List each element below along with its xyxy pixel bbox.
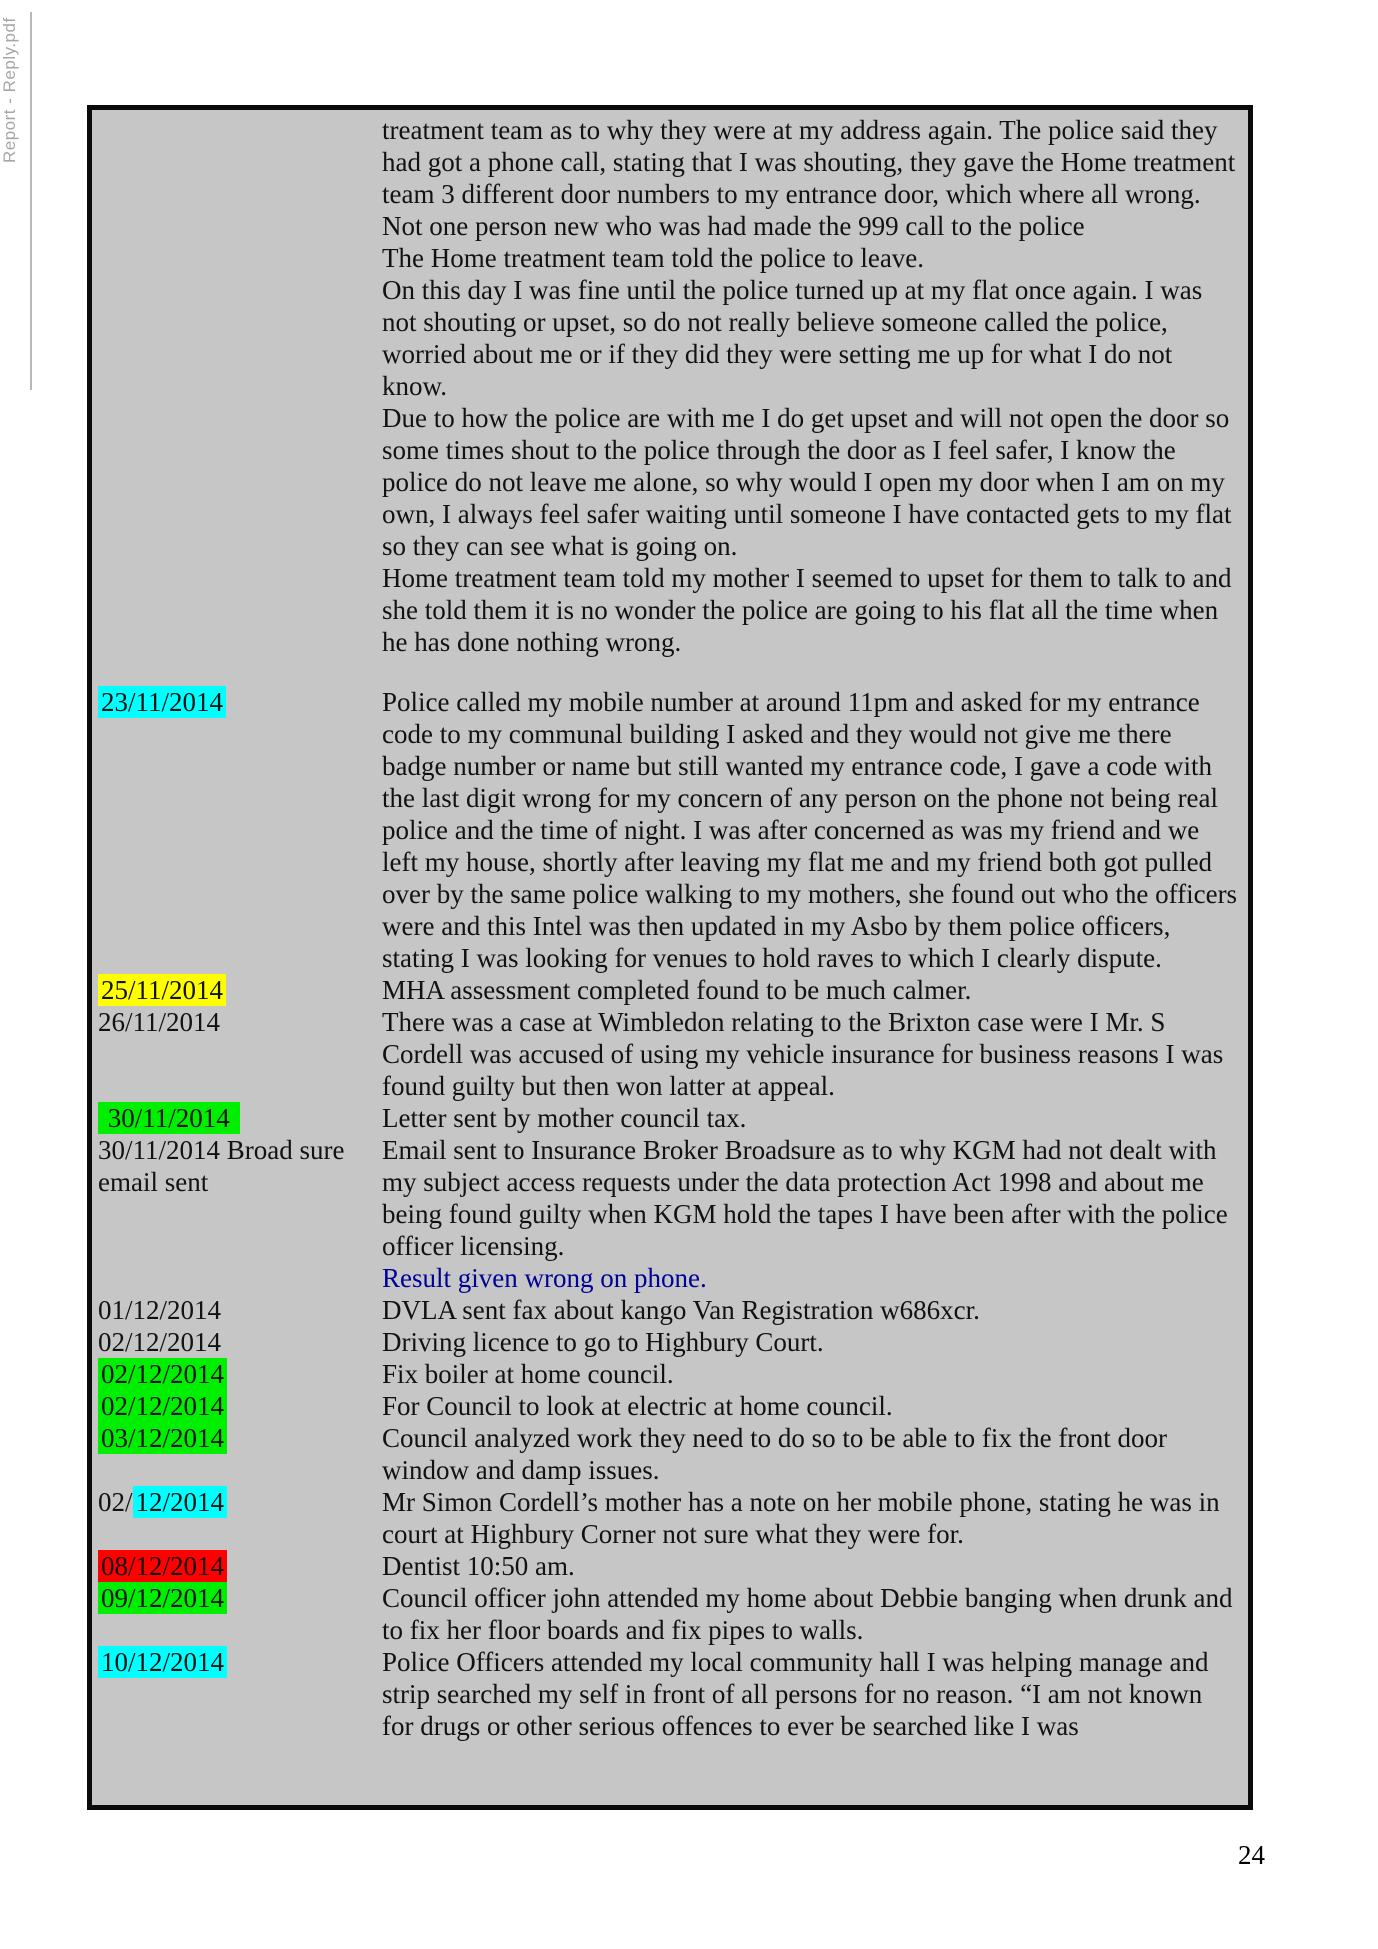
paragraph: Council analyzed work they need to do so to be able to fix the front door window and damp issues. <box>382 1423 1168 1485</box>
entry-date-highlighted: 23/11/2014 <box>98 686 226 718</box>
date-cell <box>98 1134 382 1294</box>
page-number: 24 <box>1238 1840 1265 1870</box>
date-cell <box>98 1646 382 1742</box>
entry-date-highlighted: 25/11/2014 <box>98 974 226 1006</box>
entry-text-cell <box>382 1582 1248 1646</box>
paragraph: Letter sent by mother council tax. <box>382 1103 747 1133</box>
paragraph: The Home treatment team told the police to leave. <box>382 243 925 273</box>
entry-text-cell <box>382 1134 1248 1294</box>
entry-row <box>98 114 1248 658</box>
entry-date-highlighted: 12/2014 <box>133 1486 228 1518</box>
entry-row <box>98 1326 1248 1358</box>
paragraph: On this day I was fine until the police turned up at my flat once again. I was not shouting or upset, so do not really believe someone called the police, worried about me or if they did they were setting me up for what I do not know. <box>382 275 1203 401</box>
paragraph: MHA assessment completed found to be much calmer. <box>382 975 972 1005</box>
entry-text-cell <box>382 974 1248 1006</box>
paragraph: DVLA sent fax about kango Van Registration w686xcr. <box>382 1295 980 1325</box>
date-cell <box>98 1486 382 1550</box>
paragraph: Mr Simon Cordell’s mother has a note on her mobile phone, stating he was in court at Highbury Corner not sure what they were for. <box>382 1487 1220 1549</box>
entry-date-highlighted: 03/12/2014 <box>98 1422 227 1454</box>
entry-date-highlighted: 02/12/2014 <box>98 1358 227 1390</box>
entry-text-cell <box>382 1486 1248 1550</box>
pdf-filename-vertical-label: Report - Reply.pdf <box>0 17 19 163</box>
entry-date: 02/12/2014 <box>98 1327 222 1357</box>
entry-text-cell <box>382 1422 1248 1486</box>
entry-row <box>98 1102 1248 1134</box>
entry-text-cell <box>382 1102 1248 1134</box>
entry-text-cell <box>382 1294 1248 1326</box>
date-cell <box>98 1390 382 1422</box>
entry-text-cell <box>382 1646 1248 1742</box>
document-page <box>87 105 1253 1810</box>
paragraph: Home treatment team told my mother I seemed to upset for them to talk to and she told them it is no wonder the police are going to his flat all the time when he has done nothing wrong. <box>382 563 1232 657</box>
entry-row <box>98 974 1248 1006</box>
entry-text-cell <box>382 1550 1248 1582</box>
entry-text-cell <box>382 686 1248 974</box>
entry-date-highlighted: 08/12/2014 <box>98 1550 227 1582</box>
date-cell <box>98 1294 382 1326</box>
entry-date: 26/11/2014 <box>98 1007 221 1037</box>
date-cell <box>98 1102 382 1134</box>
entry-text-cell <box>382 1390 1248 1422</box>
paragraph: Fix boiler at home council. <box>382 1359 674 1389</box>
paragraph: Driving licence to go to Highbury Court. <box>382 1327 824 1357</box>
entry-row <box>98 1006 1248 1102</box>
paragraph: There was a case at Wimbledon relating to the Brixton case were I Mr. S Cordell was accused of using my vehicle insurance for business reasons I was found guilty but then won latter at appeal. <box>382 1007 1224 1101</box>
date-cell <box>98 686 382 974</box>
entry-text-cell <box>382 1006 1248 1102</box>
entry-date-highlighted: 09/12/2014 <box>98 1582 227 1614</box>
date-cell <box>98 1006 382 1102</box>
entry-date: 01/12/2014 <box>98 1295 222 1325</box>
date-cell <box>98 114 382 658</box>
entry-date: 30/11/2014 Broad sure email sent <box>98 1135 345 1197</box>
entry-row <box>98 1422 1248 1486</box>
entry-text-cell <box>382 1326 1248 1358</box>
paragraph: Result given wrong on phone. <box>382 1263 707 1293</box>
entry-row <box>98 1582 1248 1646</box>
sidebar-divider-line <box>30 12 32 390</box>
date-cell <box>98 1326 382 1358</box>
entry-row <box>98 1550 1248 1582</box>
date-cell <box>98 1358 382 1390</box>
paragraph: Not one person new who was had made the 999 call to the police <box>382 211 1085 241</box>
entry-date-highlighted: 02/12/2014 <box>98 1390 227 1422</box>
entry-row <box>98 1486 1248 1550</box>
entry-date-highlighted: 10/12/2014 <box>98 1646 227 1678</box>
paragraph: Police Officers attended my local community hall I was helping manage and strip searched my self in front of all persons for no reason. “I am not known for drugs or other serious offences to ever be searched like I was <box>382 1647 1209 1741</box>
entry-row <box>98 1134 1248 1294</box>
date-cell <box>98 974 382 1006</box>
paragraph: Email sent to Insurance Broker Broadsure as to why KGM had not dealt with my subject access requests under the data protection Act 1998 and about me being found guilty when KGM hold the tapes I have been after with the police officer licensing. <box>382 1135 1228 1261</box>
entry-text-cell <box>382 114 1248 658</box>
entry-row <box>98 1358 1248 1390</box>
paragraph: treatment team as to why they were at my address again. The police said they had got a phone call, stating that I was shouting, they gave the Home treatment team 3 different door numbers to my entrance door, which where all wrong. <box>382 115 1236 209</box>
entry-row <box>98 1646 1248 1742</box>
entry-date: 02/ <box>98 1487 133 1517</box>
paragraph: For Council to look at electric at home council. <box>382 1391 893 1421</box>
paragraph: Dentist 10:50 am. <box>382 1551 575 1581</box>
document-body <box>98 114 1248 1742</box>
paragraph: Due to how the police are with me I do get upset and will not open the door so some times shout to the police through the door as I feel safer, I know the police do not leave me alone, so why would I open my door when I am on my own, I always feel safer waiting until someone I have contacted gets to my flat so they can see what is going on. <box>382 403 1232 561</box>
entry-row <box>98 1294 1248 1326</box>
paragraph: Council officer john attended my home about Debbie banging when drunk and to fix her floor boards and fix pipes to walls. <box>382 1583 1233 1645</box>
entry-date-highlighted: 30/11/2014 <box>98 1102 240 1134</box>
date-cell <box>98 1422 382 1486</box>
entry-text-cell <box>382 1358 1248 1390</box>
date-cell <box>98 1550 382 1582</box>
entry-row <box>98 686 1248 974</box>
entry-row <box>98 1390 1248 1422</box>
date-cell <box>98 1582 382 1646</box>
paragraph: Police called my mobile number at around 11pm and asked for my entrance code to my communal building I asked and they would not give me there badge number or name but still wanted my entrance code, I gave a code with the last digit wrong for my concern of any person on the phone not being real police and the time of night. I was after concerned as was my friend and we left my house, shortly after leaving my flat me and my friend both got pulled over by the same police walking to my mothers, she found out who the officers were and this Intel was then updated in my Asbo by them police officers, stating I was looking for venues to hold raves to which I clearly dispute. <box>382 687 1238 973</box>
